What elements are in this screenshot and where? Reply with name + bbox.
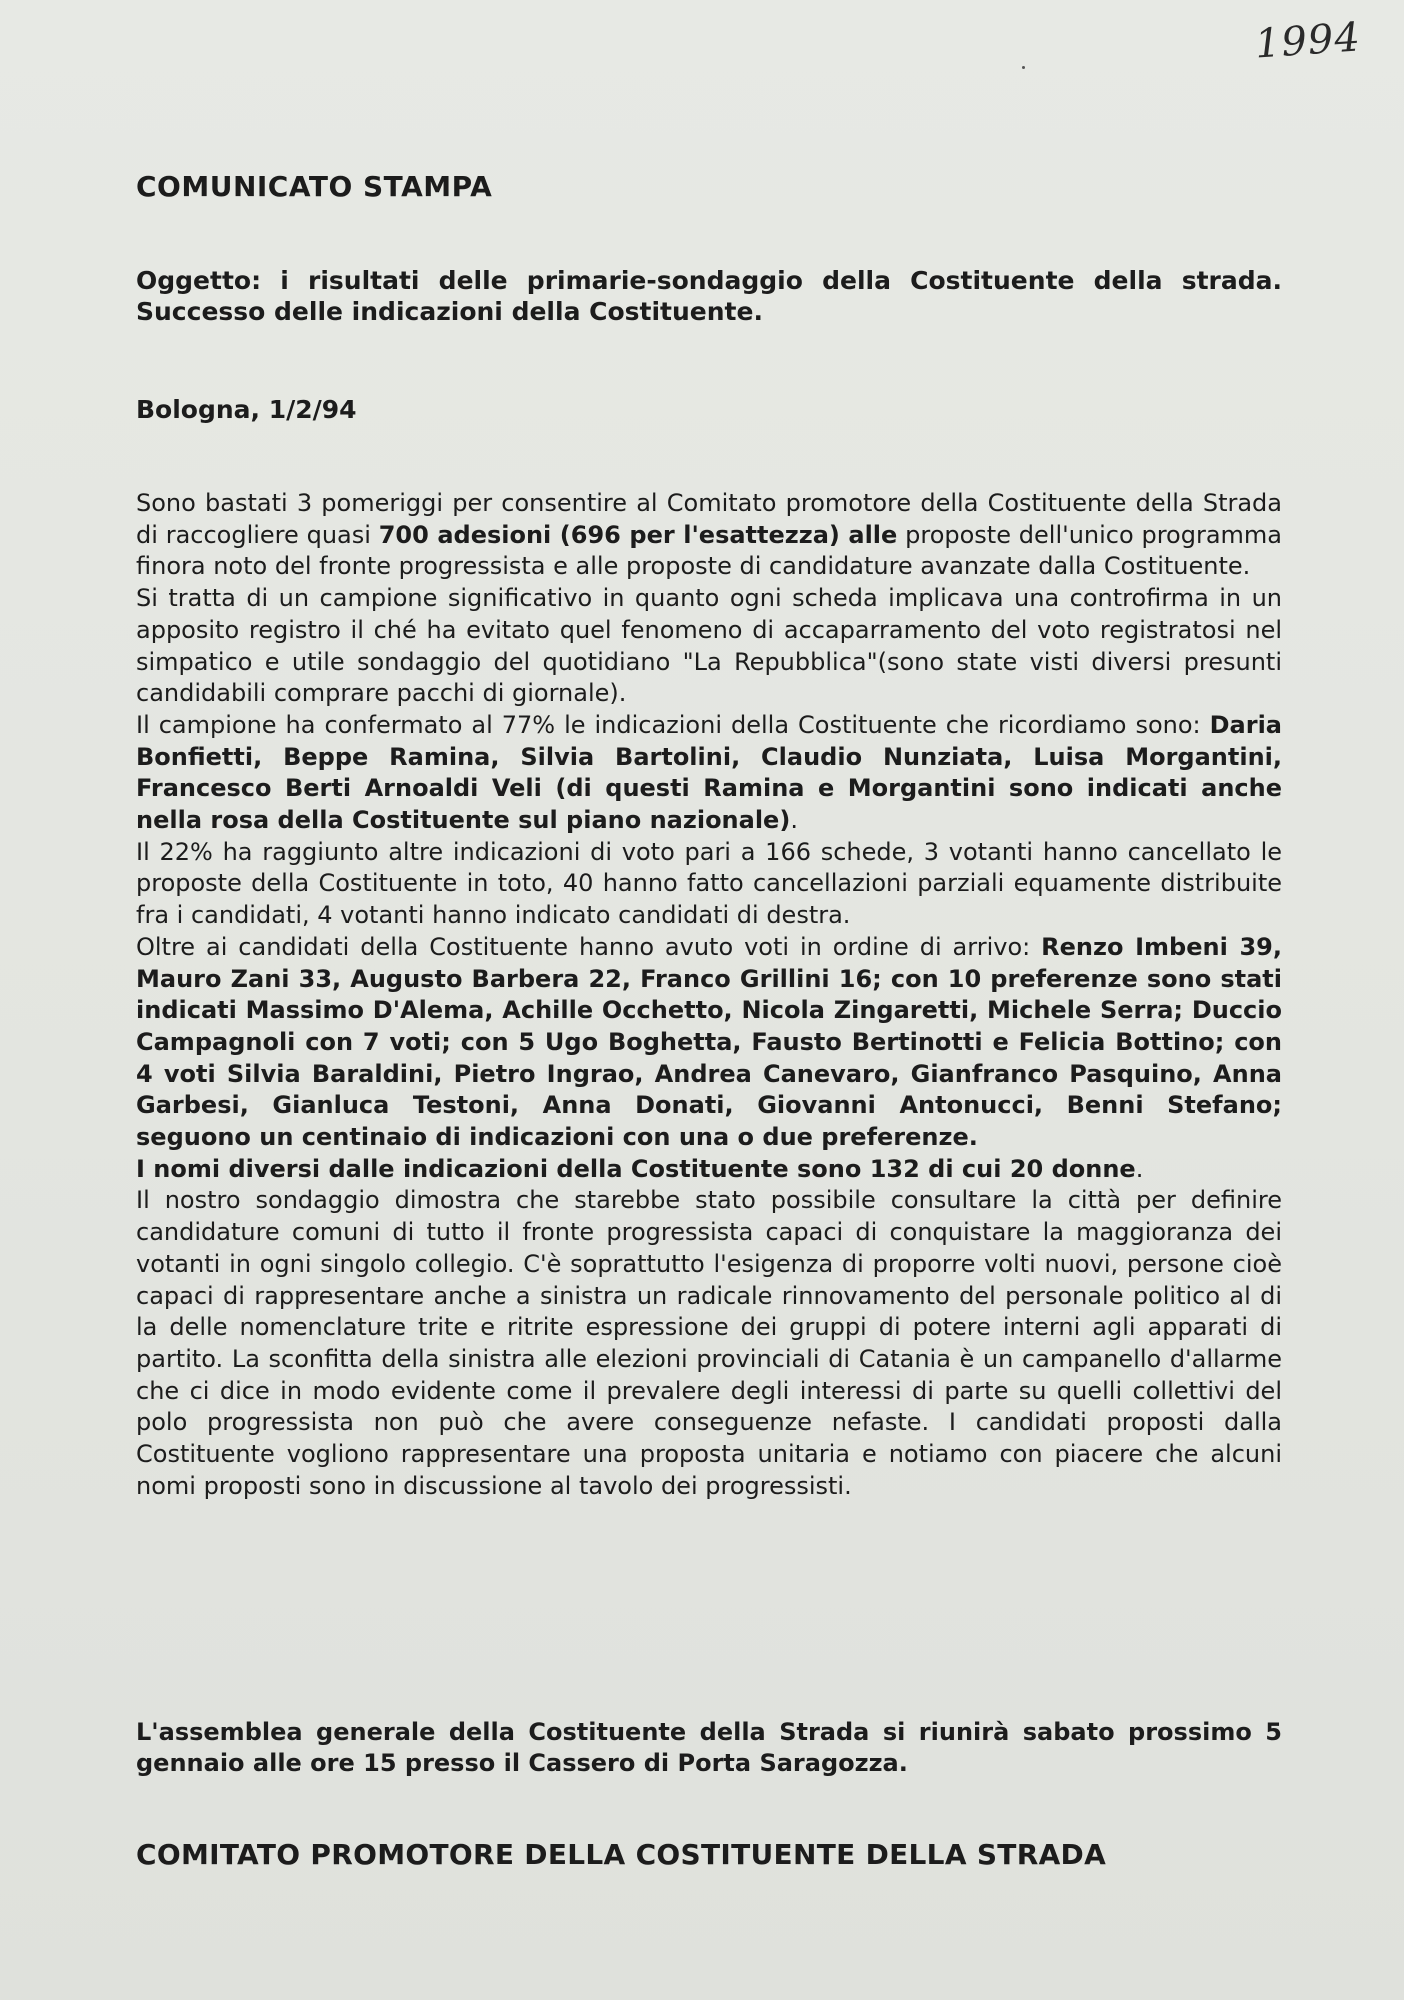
subject-line: Oggetto: i risultati delle primarie-sondaggio della Costituente della strada. Successo delle indicazioni della Costituente. bbox=[136, 266, 1282, 326]
text-run-bold: Daria Bonfietti, Beppe Ramina, Silvia Bartolini, Claudio Nunziata, Luisa Morgantini, Francesco Berti Arnoaldi Veli (di questi Ramina e Morgantini sono indicati anche nella rosa della Costituente sul piano nazionale) bbox=[136, 710, 1282, 835]
paragraph: Si tratta di un campione significativo in quanto ogni scheda implicava una controfirma in un apposito registro il ché ha evitato quel fenomeno di accaparramento del voto registratosi nel simpatico e utile sondaggio del quotidiano "La Repubblica"(sono state visti diversi presunti candidabili comprare pacchi di giornale). bbox=[136, 584, 1282, 708]
body-text bbox=[136, 488, 1282, 1503]
signature: COMITATO PROMOTORE DELLA COSTITUENTE DELLA STRADA bbox=[136, 1838, 1107, 1871]
text-run: . bbox=[790, 806, 798, 835]
text-run: proposte dell'unico programma finora noto del fronte progressista e alle proposte di candidature avanzate dalla Costituente. bbox=[136, 520, 1283, 581]
text-run: Il campione ha confermato al 77% le indicazioni della Costituente che ricordiamo sono: bbox=[136, 710, 1210, 739]
paragraph: Il nostro sondaggio dimostra che starebbe stato possibile consultare la città per definire candidature comuni di tutto il fronte progressista capaci di conquistare la maggioranza dei votanti in ogni singolo collegio. C'è soprattutto l'esigenza di proporre volti nuovi, persone cioè capaci di rappresentare anche a sinistra un radicale rinnovamento del personale politico al di la delle nomenclature trite e ritrite espressione dei gruppi di potere interni agli apparati di partito. La sconfitta della sinistra alle elezioni provinciali di Catania è un campanello d'allarme che ci dice in modo evidente come il prevalere degli interessi di parte su quelli collettivi del polo progressista non può che avere conseguenze nefaste. I candidati proposti dalla Costituente vogliono rappresentare una proposta unitaria e notiamo con piacere che alcuni nomi proposti sono in discussione al tavolo dei progressisti. bbox=[136, 1186, 1282, 1500]
ink-speck bbox=[1022, 66, 1025, 69]
handwritten-year: 1994 bbox=[1253, 14, 1363, 68]
text-run: Oltre ai candidati della Costituente hanno avuto voti in ordine di arrivo: bbox=[136, 932, 1042, 961]
paragraph bbox=[136, 488, 1282, 583]
paragraph: Il 22% ha raggiunto altre indicazioni di voto pari a 166 schede, 3 votanti hanno cancellato le proposte della Costituente in toto, 40 hanno fatto cancellazioni parziali equamente distribuite fra i candidati, 4 votanti hanno indicato candidati di destra. bbox=[136, 837, 1282, 930]
dateline: Bologna, 1/2/94 bbox=[136, 395, 357, 424]
paragraph bbox=[136, 932, 1282, 1154]
text-run-bold: 700 adesioni (696 per l'esattezza) alle bbox=[378, 520, 898, 549]
assembly-notice: L'assemblea generale della Costituente della Strada si riunirà sabato prossimo 5 gennaio alle ore 15 presso il Cassero di Porta Saragozza. bbox=[136, 1718, 1282, 1777]
paragraph bbox=[136, 1154, 1282, 1186]
text-run: . bbox=[1135, 1154, 1144, 1183]
text-run-bold: I nomi diversi dalle indicazioni della Costituente sono 132 di cui 20 donne bbox=[136, 1154, 1136, 1183]
document-title: COMUNICATO STAMPA bbox=[136, 170, 493, 203]
text-run: Sono bastati 3 pomeriggi per consentire al Comitato promotore della Costituente della Strada di raccogliere quasi bbox=[136, 489, 1282, 549]
text-run-bold: Renzo Imbeni 39, Mauro Zani 33, Augusto Barbera 22, Franco Grillini 16; con 10 preferenze sono stati indicati Massimo D'Alema, Achille Occhetto, Nicola Zingaretti, Michele Serra; Duccio Campagnoli con 7 voti; con 5 Ugo Boghetta, Fausto Bertinotti e Felicia Bottino; con 4 voti Silvia Baraldini, Pietro Ingrao, Andrea Canevaro, Gianfranco Pasquino, Anna Garbesi, Gianluca Testoni, Anna Donati, Giovanni Antonucci, Benni Stefano; seguono un centinaio di indicazioni con una o due preferenze. bbox=[136, 932, 1282, 1152]
paragraph bbox=[136, 710, 1282, 837]
